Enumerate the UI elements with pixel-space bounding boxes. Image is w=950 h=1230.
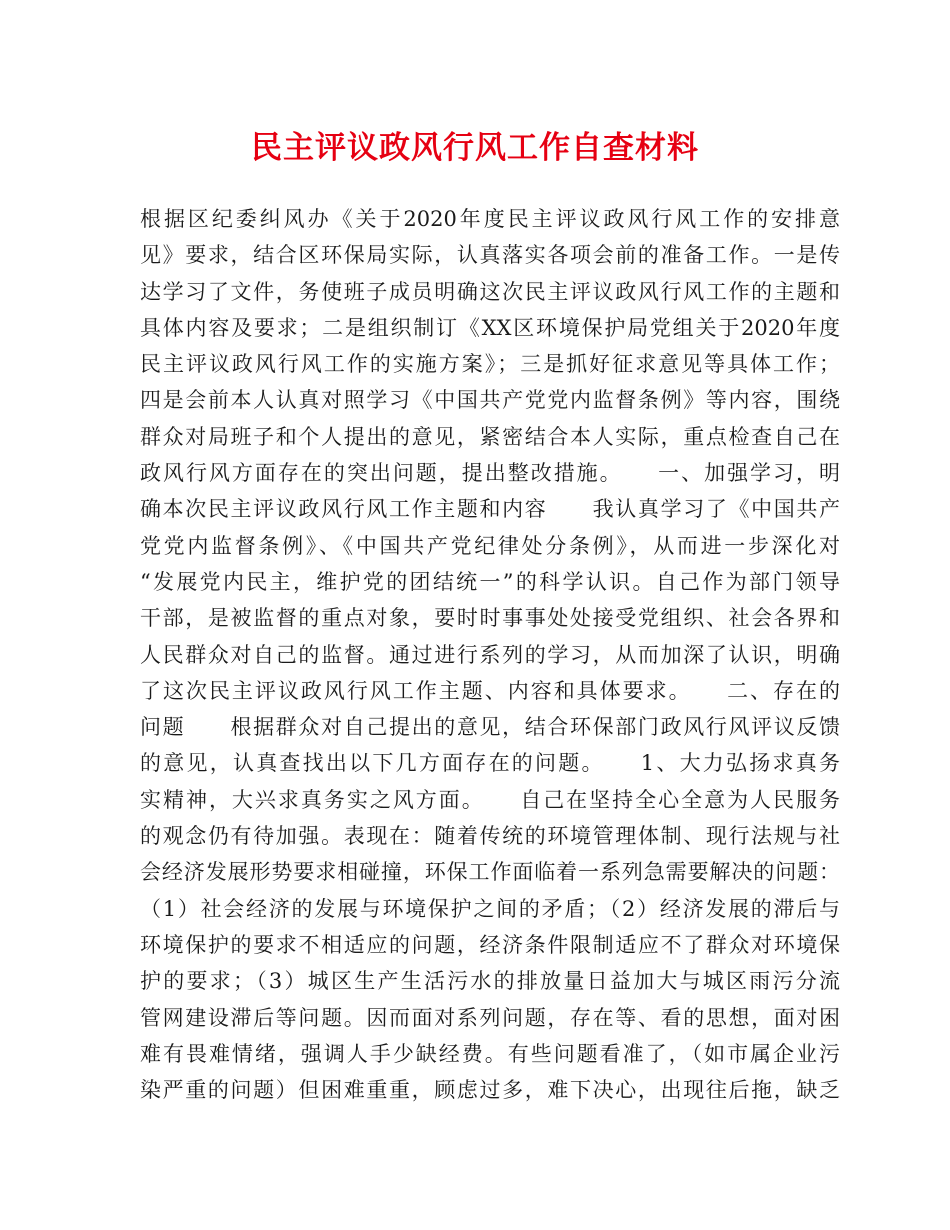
body-line: 民主评议政风行风工作的实施方案》；三是抓好征求意见等具体工作； — [140, 352, 840, 377]
body-line: 的观念仍有待加强。表现在：随着传统的环境管理体制、现行法规与社 — [140, 824, 840, 849]
body-line: （1）社会经济的发展与环境保护之间的矛盾；（2）经济发展的滞后与 — [140, 896, 840, 921]
body-line: 染严重的问题）但困难重重，顾虑过多，难下决心，出现往后拖，缺乏 — [140, 1078, 840, 1103]
body-line: 问题 根据群众对自己提出的意见，结合环保部门政风行风评议反馈 — [140, 715, 840, 740]
body-line: 环境保护的要求不相适应的问题，经济条件限制适应不了群众对环境保 — [140, 932, 840, 957]
body-line: 根据区纪委纠风办《关于2020年度民主评议政风行风工作的安排意 — [140, 207, 840, 231]
document-body — [140, 201, 840, 1108]
body-line: 群众对局班子和个人提出的意见，紧密结合本人实际，重点检查自己在 — [140, 424, 840, 449]
body-line: 确本次民主评议政风行风工作主题和内容 我认真学习了《中国共产 — [140, 497, 840, 522]
body-line: 实精神，大兴求真务实之风方面。 自己在坚持全心全意为人民服务 — [140, 787, 840, 812]
body-line: 护的要求；（3）城区生产生活污水的排放量日益加大与城区雨污分流 — [140, 969, 840, 994]
body-line: 了这次民主评议政风行风工作主题、内容和具体要求。 二、存在的 — [140, 678, 840, 703]
body-line: 的意见，认真查找出以下几方面存在的问题。 1、大力弘扬求真务 — [140, 751, 840, 776]
body-line: 干部，是被监督的重点对象，要时时事事处处接受党组织、社会各界和 — [140, 606, 840, 631]
body-line: 管网建设滞后等问题。因而面对系列问题，存在等、看的思想，面对困 — [140, 1005, 840, 1030]
body-line: 会经济发展形势要求相碰撞，环保工作面临着一系列急需要解决的问题： — [140, 860, 840, 885]
document-title: 民主评议政风行风工作自查材料 — [251, 130, 699, 166]
body-line: 具体内容及要求；二是组织制订《XX区环境保护局党组关于2020年度 — [140, 315, 840, 340]
body-line: 难有畏难情绪，强调人手少缺经费。有些问题看准了，（如市属企业污 — [140, 1041, 840, 1066]
body-line: 见》要求，结合区环保局实际，认真落实各项会前的准备工作。一是传 — [140, 243, 840, 268]
body-line: 政风行风方面存在的突出问题，提出整改措施。 一、加强学习，明 — [140, 461, 840, 486]
body-line: “发展党内民主，维护党的团结统一”的科学认识。自己作为部门领导 — [140, 569, 840, 594]
body-line: 达学习了文件，务使班子成员明确这次民主评议政风行风工作的主题和 — [140, 279, 840, 304]
body-line: 人民群众对自己的监督。通过进行系列的学习，从而加深了认识，明确 — [140, 642, 840, 667]
body-line: 四是会前本人认真对照学习《中国共产党党内监督条例》等内容，围绕 — [140, 388, 840, 413]
body-line: 党党内监督条例》、《中国共产党纪律处分条例》，从而进一步深化对 — [140, 533, 840, 558]
